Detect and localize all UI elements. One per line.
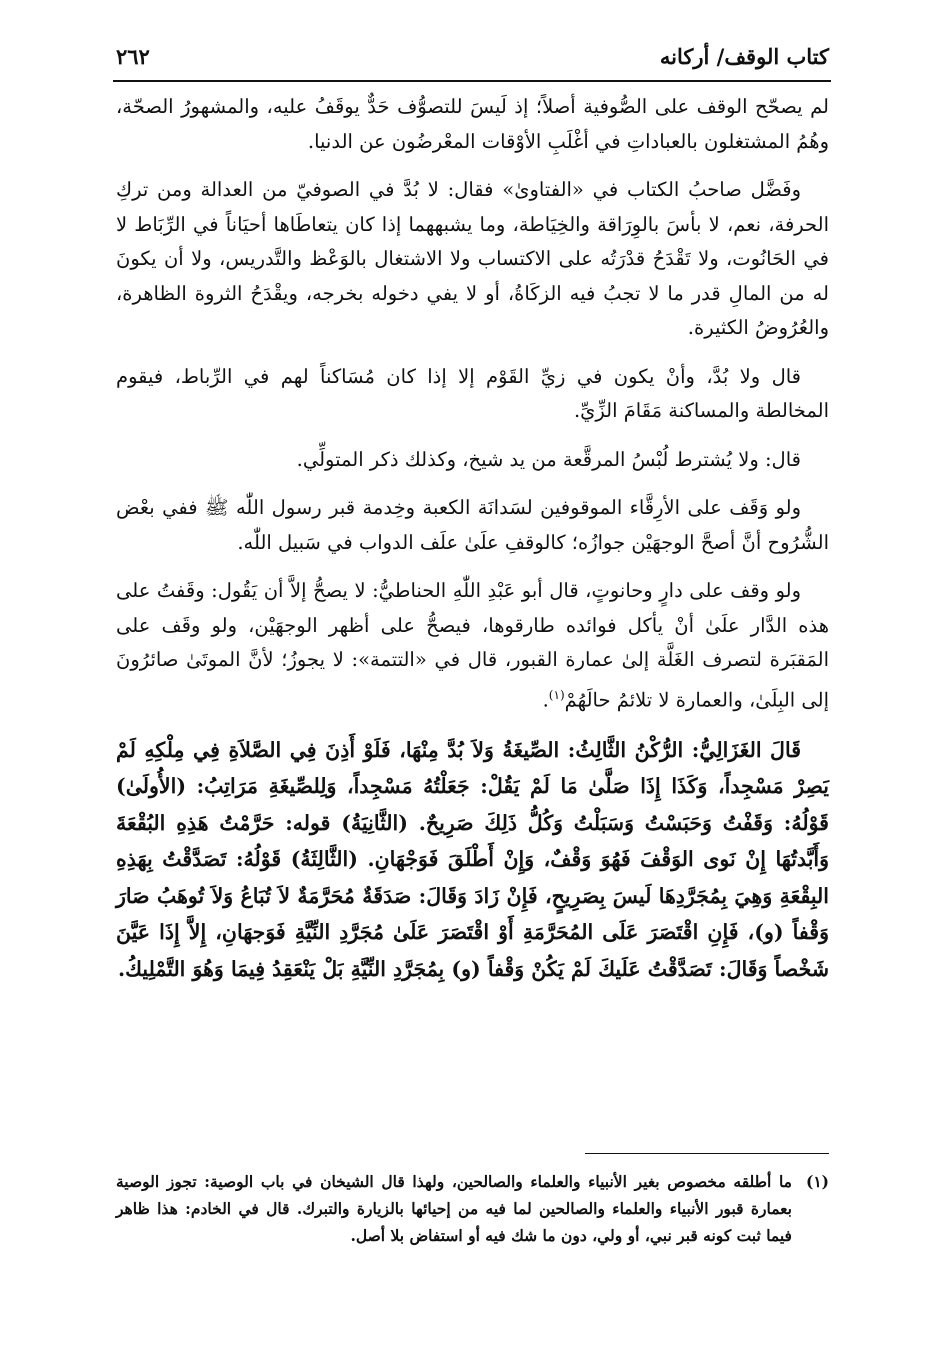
footnote [116, 1168, 829, 1249]
main-text [116, 90, 829, 1001]
running-head [116, 36, 829, 76]
paragraph-text: ولو وقف على دارٍ وحانوتٍ، قال أبو عَبْدِ اللّٰهِ الحناطيُّ: لا يصحُّ إلاَّ أن يَقُول: وقَفتُ على هذه الدَّار علَىٰ أنْ يأكل فوائده طارقوها، فيصحُّ على أظهر الوجهَيْن، ولو وقَف على المَقبَرة لتصرف الغَلَّة إلىٰ عمارة القبور، قال في «التتمة»: لا يجوزُ؛ لأنَّ الموتَىٰ صائرُونَ إلى البِلَىٰ، والعمارة لا تلائمُ حالَهُمْ [116, 579, 829, 711]
section-title: كتاب الوقف/ أركانه [659, 43, 829, 69]
footnote-text: ما أطلقه مخصوص بغير الأنبياء والعلماء والصالحين، ولهذا قال الشيخان في باب الوصية: تجوز الوصية بعمارة قبور الأنبياء والعلماء والصالحين لما فيه من إحيائها بالزيارة والتبرك. قال في الخادم: هذا ظاهر فيما ثبت كونه قبر نبي، أو ولي، دون ما شك فيه أو استفاض بلا أصل. [116, 1172, 792, 1245]
paragraph: وفَضَّل صاحبُ الكتاب في «الفتاوىٰ» فقال: لا بُدَّ في الصوفيّ من العدالة ومن تركِ الحرفة، نعم، لا بأسَ بالوِرَاقة والخِيَاطة، وما يشبههما إذا كان يتعاطَاها أحيَاناً في الرِّبَاط لا في الحَانُوت، ولا تَقْدَحُ قدْرَتُه على الاكتساب ولا الاشتغال بالوَعْظ والتَّدريس، ولا أن يكونَ له من المالِ قدر ما لا تجبُ فيه الزكَاةُ، أو لا يفي دخوله بخرجه، ويقْدَحُ الثروة الظاهرة، والعُرُوضُ الكثيرة. [116, 178, 829, 339]
ghazali-text-block: قَالَ الغَزَالِيُّ: الرُّكْنُ الثَّالِثُ: الصِّيغَةُ وَلاَ بُدَّ مِنْهَا، فَلَوْ أَذِنَ فِي الصَّلاَةِ فِي مِلْكِهِ لَمْ يَصِرْ مَسْجِداً، وَكَذَا إِذَا صَلَّىٰ مَا لَمْ يَقُلْ: جَعَلْتُهُ مَسْجِداً، وَلِلصِّيغَةِ مَرَاتِبُ: (الأُولَىٰ) قَوْلُهُ: وَقَفْتُ وَحَبَسْتُ وَسَبَلْتُ وَكُلُّ ذَلِكَ صَرِيحٌ. (الثَّانِيَةُ) قوله: حَرَّمْتُ هَذِهِ البُقْعَةَ وَأَبَّدتُهَا إِنْ نَوى الوَقْفَ فَهُوَ وَقْفٌ، وَإِنْ أَطْلَقَ فَوَجْهَانِ. (الثَّالِثَةُ) قَوْلُهُ: تَصَدَّقْتُ بِهَذِهِ البِقْعَةِ وَهِيَ بِمُجَرَّدِهَا لَيسَ بِصَرِيحٍ، فَإِنْ زَادَ وَقَالَ: صَدَقَةٌ مُحَرَّمَةٌ لاَ تُبَاعُ وَلاَ تُوهَبُ صَارَ وَقْفاً (و)، فَإِنِ اقْتَصَرَ عَلَى المُحَرَّمَةِ أَوْ اقْتَصَرَ عَلَىٰ مُجَرَّدِ النِّيَّةِ فَوَجهَانِ، إِلاَّ إِذَا عَيَّنَ شَخْصاً وَقَالَ: تَصَدَّقْتُ عَلَيكَ لَمْ يَكُنْ وَقْفاً (و) بِمُجَرَّدِ النِّيَّةِ بَلْ يَنْعَقِدُ فِيمَا وَهُوَ التَّمْلِيكُ. [116, 737, 829, 981]
paragraph: لم يصحّح الوقف على الصُّوفية أصلاً؛ إذ لَيسَ للتصوُّف حَدٌّ يوقَفُ عليه، والمشهورُ الصحّة، وهُمُ المشتغلون بالعباداتِ في أغْلَبِ الأوْقات المعْرضُون عن الدنيا. [116, 95, 829, 153]
header-rule [113, 80, 831, 82]
footnote-rule [585, 1153, 829, 1154]
paragraph: ولو وقف على دارٍ وحانوتٍ، قال أبو عَبْدِ اللّٰهِ الحناطيُّ: لا يصحُّ إلاَّ أن يَقُول: وقَفتُ على هذه الدَّار علَىٰ أنْ يأكل فوائده طارقوها، فيصحُّ على أظهر الوجهَيْن، ولو وقَف على المَقبَرة لتصرف الغَلَّة إلىٰ عمارة القبور، قال في «التتمة»: لا يجوزُ؛ لأنَّ الموتَىٰ صائرُونَ إلى البِلَىٰ، والعمارة لا تلائمُ حالَهُمْ$^{(١)}$. [116, 579, 829, 711]
page-number: ٢٦٢ [116, 43, 150, 69]
paragraph: قال ولا بُدَّ، وأنْ يكون في زيِّ القَوْم إلا إذا كان مُسَاكناً لهم في الرِّباط، فيقوم المخالطة والمساكنة مَقَامَ الزِّيِّ. [116, 364, 829, 422]
paragraph: قال: ولا يُشترط لُبْسُ المرقَّعة من يد شيخ، وكذلك ذكر المتولِّي. [296, 447, 801, 471]
footnote-number: (١) [805, 1172, 829, 1191]
footnote-reference: (١) [548, 687, 565, 702]
paragraph: ولو وَقَف على الأرِقَّاء الموقوفين لسَدانَة الكعبة وخِدمة قبر رسول اللّٰه ﷺ ففي بعْض الشُّرُوح أنَّ أصحَّ الوجهَيْن جوازُه؛ كالوقفِ علَىٰ علَف الدواب في سَبيل اللّٰه. [116, 496, 829, 554]
